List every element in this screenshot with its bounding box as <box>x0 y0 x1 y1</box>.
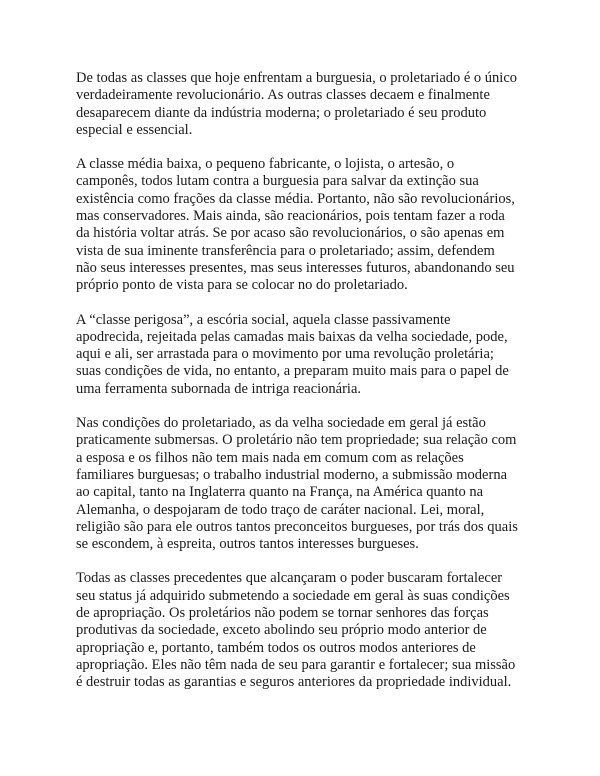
text-line: Todas as classes precedentes que alcançaram o poder buscaram fortalecer <box>76 570 503 587</box>
text-line: se escondem, à espreita, outros tantos interesses burgueses. <box>76 536 419 553</box>
text-line: praticamente submersas. O proletário não tem propriedade; sua relação com <box>76 432 517 449</box>
text-line: próprio ponto de vista para se colocar no do proletariado. <box>76 277 408 294</box>
text-line: Alemanha, o despojaram de todo traço de caráter nacional. Lei, moral, <box>76 501 485 518</box>
text-line: A classe média baixa, o pequeno fabricante, o lojista, o artesão, o <box>76 156 455 173</box>
text-line: apropriação e, portanto, também todos os outros modos anteriores de <box>76 639 476 656</box>
text-line: familiares burguesas; o trabalho industrial moderno, a submissão moderna <box>76 466 508 483</box>
text-line: camponês, todos lutam contra a burguesia para salvar da extinção sua <box>76 173 479 190</box>
text-line: a esposa e os filhos não tem mais nada em comum com as relações <box>76 449 464 466</box>
paragraph-4 <box>76 415 528 553</box>
text-line: de apropriação. Os proletários não podem se tornar senhores das forças <box>76 605 489 622</box>
text-line: verdadeiramente revolucionário. As outras classes decaem e finalmente <box>76 87 490 104</box>
text-line: da história voltar atrás. Se por acaso são revolucionários, o são apenas em <box>76 225 505 242</box>
text-line: religião são para ele outros tantos preconceitos burgueses, por trás dos quais <box>76 518 518 535</box>
paragraph-1 <box>76 70 528 139</box>
text-line: mas conservadores. Mais ainda, são reacionários, pois tentam fazer a roda <box>76 208 505 225</box>
text-line: seu status já adquirido submetendo a sociedade em geral às suas condições <box>76 587 510 604</box>
text-line: produtivas da sociedade, exceto abolindo seu próprio modo anterior de <box>76 622 487 639</box>
text-line: existência como frações da classe média. Portanto, não são revolucionários, <box>76 190 515 207</box>
document-page <box>76 70 528 709</box>
paragraph-3 <box>76 312 528 398</box>
text-line: apodrecida, rejeitada pelas camadas mais baixas da velha sociedade, pode, <box>76 328 508 345</box>
text-line: Nas condições do proletariado, as da velha sociedade em geral já estão <box>76 415 486 432</box>
text-line: uma ferramenta subornada de intriga reacionária. <box>76 380 362 397</box>
text-line: desaparecem diante da indústria moderna; o proletariado é seu produto <box>76 104 487 121</box>
paragraph-5 <box>76 570 528 691</box>
text-line: De todas as classes que hoje enfrentam a burguesia, o proletariado é o único <box>76 70 518 86</box>
text-line: ao capital, tanto na Inglaterra quanto na França, na América quanto na <box>76 484 484 501</box>
text-line: apropriação. Eles não têm nada de seu para garantir e fortalecer; sua missão <box>76 656 516 673</box>
text-line: A “classe perigosa”, a escória social, aquela classe passivamente <box>76 311 451 328</box>
text-line: especial e essencial. <box>76 121 193 138</box>
text-line: não seus interesses presentes, mas seus interesses futuros, abandonando seu <box>76 259 515 276</box>
text-line: é destruir todas as garantias e seguros anteriores da propriedade individual. <box>76 674 512 691</box>
text-line: suas condições de vida, no entanto, a preparam muito mais para o papel de <box>76 363 509 380</box>
text-line: vista de sua iminente transferência para o proletariado; assim, defendem <box>76 242 495 259</box>
text-line: aqui e ali, ser arrastada para o movimento por uma revolução proletária; <box>76 346 494 363</box>
paragraph-2 <box>76 156 528 294</box>
